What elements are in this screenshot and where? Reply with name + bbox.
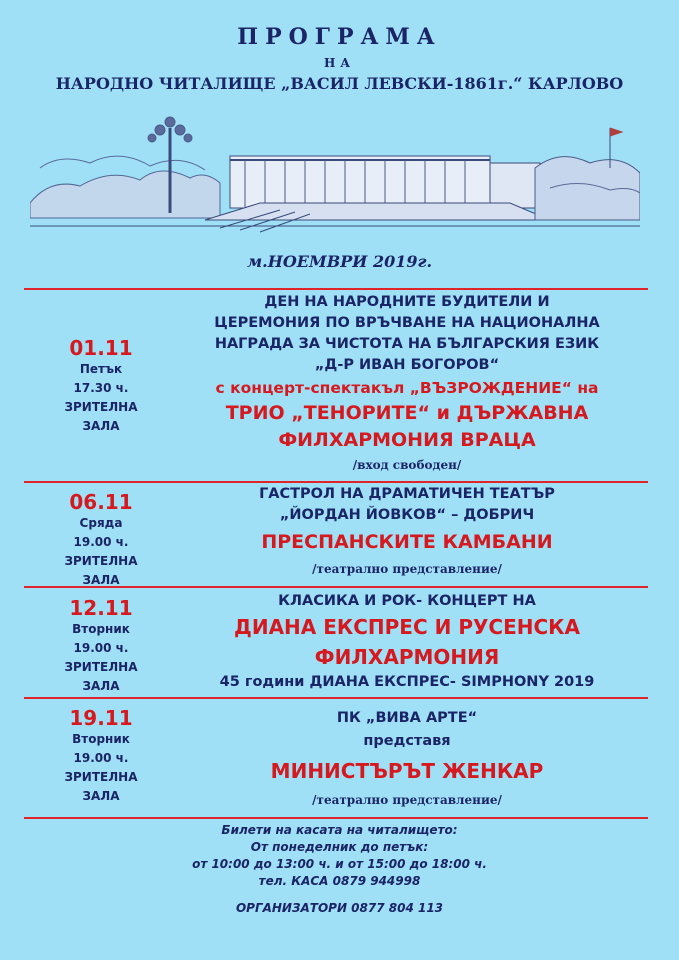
organization-name: НАРОДНО ЧИТАЛИЩЕ „ВАСИЛ ЛЕВСКИ-1861г.“ КАРЛОВО: [55, 74, 624, 93]
event-line: ГАСТРОЛ НА ДРАМАТИЧЕН ТЕАТЪР: [259, 486, 555, 502]
event-line: „ЙОРДАН ЙОВКОВ“ – ДОБРИЧ: [279, 507, 535, 523]
event-line: „Д-Р ИВАН БОГОРОВ“: [314, 357, 500, 373]
event-hall: ЗРИТЕЛНА: [64, 554, 138, 568]
footer-line: От понеделник до петък:: [250, 840, 429, 854]
box-office-phone: тел. КАСА 0879 944998: [258, 874, 421, 888]
event-date: 19.11: [69, 706, 133, 730]
event-date-block: [40, 336, 162, 436]
ticket-info: [0, 822, 679, 917]
event-headline: ФИЛХАРМОНИЯ: [314, 645, 500, 669]
event-description: [172, 292, 642, 476]
event-time: 19.00 ч.: [73, 751, 129, 765]
title-connector: НА: [323, 56, 356, 70]
event-line: НАГРАДА ЗА ЧИСТОТА НА БЪЛГАРСКИЯ ЕЗИК: [214, 336, 600, 352]
divider: [24, 481, 648, 483]
event-headline: МИНИСТЪРЪТ ЖЕНКАР: [270, 759, 544, 783]
event-time: 19.00 ч.: [73, 641, 129, 655]
building-illustration: [30, 108, 640, 238]
event-date: 06.11: [69, 490, 133, 514]
event-note: /театрално представление/: [312, 562, 502, 576]
program-month: м.НОЕМВРИ 2019г.: [246, 252, 433, 271]
event-hall: ЗАЛА: [82, 419, 120, 433]
event-line: ЦЕРЕМОНИЯ ПО ВРЪЧВАНЕ НА НАЦИОНАЛНА: [214, 315, 600, 331]
event-note: /театрално представление/: [312, 793, 502, 807]
event-line: представя: [363, 733, 451, 749]
event-date: 12.11: [69, 596, 133, 620]
event-headline: ФИЛХАРМОНИЯ ВРАЦА: [278, 429, 536, 451]
event-description: [172, 591, 642, 693]
event-headline: ПРЕСПАНСКИТЕ КАМБАНИ: [261, 531, 553, 553]
page-title: ПРОГРАМА: [237, 24, 442, 50]
event-hall: ЗРИТЕЛНА: [64, 770, 138, 784]
event-line: ПК „ВИВА АРТЕ“: [336, 710, 478, 726]
event-date-block: [40, 596, 162, 696]
event-description: [172, 484, 642, 580]
event-hall: ЗРИТЕЛНА: [64, 660, 138, 674]
event-headline: ДИАНА ЕКСПРЕС И РУСЕНСКА: [234, 615, 580, 639]
footer-line: от 10:00 до 13:00 ч. и от 15:00 до 18:00 ч.: [192, 857, 487, 871]
event-hall: ЗАЛА: [82, 679, 120, 693]
event-day: Вторник: [72, 622, 130, 636]
event-day: Вторник: [72, 732, 130, 746]
event-date: 01.11: [69, 336, 133, 360]
footer-line: Билети на касата на читалището:: [221, 823, 458, 837]
event-day: Петък: [79, 362, 123, 376]
event-day: Сряда: [79, 516, 123, 530]
event-description: [172, 707, 642, 811]
divider: [24, 697, 648, 699]
event-time: 17.30 ч.: [73, 381, 129, 395]
event-time: 19.00 ч.: [73, 535, 129, 549]
event-headline: ТРИО „ТЕНОРИТЕ“ и ДЪРЖАВНА: [225, 402, 589, 424]
event-date-block: [40, 490, 162, 590]
divider: [24, 817, 648, 819]
event-line: КЛАСИКА И РОК- КОНЦЕРТ НА: [278, 593, 536, 609]
divider: [24, 288, 648, 290]
event-line: ДЕН НА НАРОДНИТЕ БУДИТЕЛИ И: [264, 294, 550, 310]
event-date-block: [40, 706, 162, 806]
event-note: /вход свободен/: [352, 458, 462, 472]
organizers-phone: ОРГАНИЗАТОРИ 0877 804 113: [235, 901, 444, 915]
event-line: 45 години ДИАНА ЕКСПРЕС- SIMPHONY 2019: [219, 674, 595, 690]
event-hall: ЗАЛА: [82, 573, 120, 587]
event-hall: ЗАЛА: [82, 789, 120, 803]
event-line: с концерт-спектакъл „ВЪЗРОЖДЕНИЕ“ на: [215, 379, 599, 397]
event-hall: ЗРИТЕЛНА: [64, 400, 138, 414]
